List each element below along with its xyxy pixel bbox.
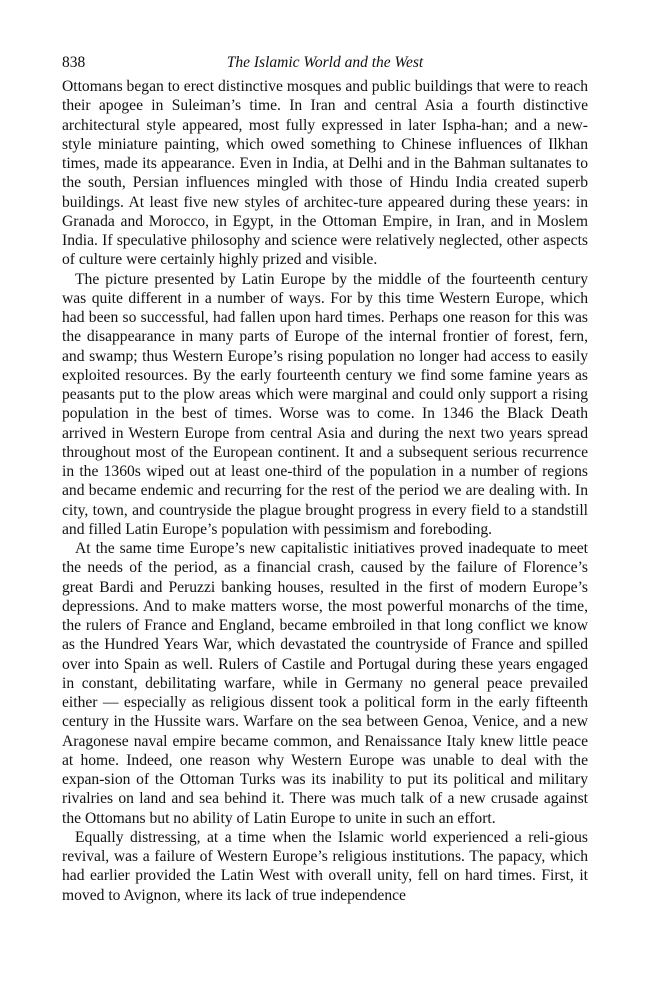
body-text (62, 77, 588, 905)
book-page (62, 52, 588, 905)
running-title: The Islamic World and the West (226, 54, 424, 71)
paragraph-continued: Ottomans began to erect distinctive mosques and public buildings that were to reach their apogee in Suleiman’s time. In Iran and central Asia a fourth distinctive architectural style appeared, most fully expressed in later Ispha-han; and a new-style miniature painting, which owed something to Chinese influences of Ilkhan times, made its appearance. Even in India, at Delhi and in the Bahman sultanates to the south, Persian influences mingled with those of Hindu India created superb buildings. At least five new styles of architec-ture appeared during these years: in Granada and Morocco, in Egypt, in the Ottoman Empire, in Iran, and in Moslem India. If speculative philosophy and science were relatively neglected, other aspects of culture were certainly highly prized and visible. (62, 78, 588, 269)
paragraph-capitalistic-initiatives: At the same time Europe’s new capitalistic initiatives proved inadequate to meet the needs of the period, as a financial crash, caused by the failure of Florence’s great Bardi and Peruzzi banking houses, resulted in the first of modern Europe’s depressions. And to make matters worse, the most powerful monarchs of the time, the rulers of France and England, became embroiled in that long conflict we know as the Hundred Years War, which devastated the countryside of France and spilled over into Spain as well. Rulers of Castile and Portugal during these years engaged in constant, debilitating warfare, while in Germany no general peace prevailed either — especially as religious dissent took a political form in the early fifteenth century in the Hussite wars. Warfare on the sea between Genoa, Venice, and a new Aragonese naval empire became common, and Renaissance Italy knew little peace at home. Indeed, one reason why Western Europe was unable to deal with the expan-sion of the Ottoman Turks was its inability to put its political and military rivalries on land and sea behind it. There was much talk of a new crusade against the Ottomans but no ability of Latin Europe to unite in such an effort. (62, 540, 588, 827)
page-number: 838 (62, 54, 86, 71)
paragraph-latin-europe: The picture presented by Latin Europe by the middle of the fourteenth century was quite different in a number of ways. For by this time Western Europe, which had been so successful, had fallen upon hard times. Perhaps one reason for this was the disappearance in many parts of Europe of the internal frontier of forest, fern, and swamp; thus Western Europe’s rising population no longer had access to easily exploited resources. By the early fourteenth century we find some famine years as peasants put to the plow areas which were marginal and could only support a rising population in the best of times. Worse was to come. In 1346 the Black Death arrived in Western Europe from central Asia and during the next two years spread throughout most of the European continent. It and a subsequent serious recurrence in the 1360s wiped out at least one-third of the population in a number of regions and became endemic and recurring for the rest of the period we are dealing with. In city, town, and countryside the plague brought progress in every field to a standstill and filled Latin Europe’s population with pessimism and foreboding. (62, 270, 588, 538)
paragraph-religious-institutions: Equally distressing, at a time when the Islamic world experienced a reli-gious revival, was a failure of Western Europe’s religious institutions. The papacy, which had earlier provided the Latin West with overall unity, fell on hard times. First, it moved to Avignon, where its lack of true independence (62, 828, 588, 904)
running-head (62, 52, 588, 74)
